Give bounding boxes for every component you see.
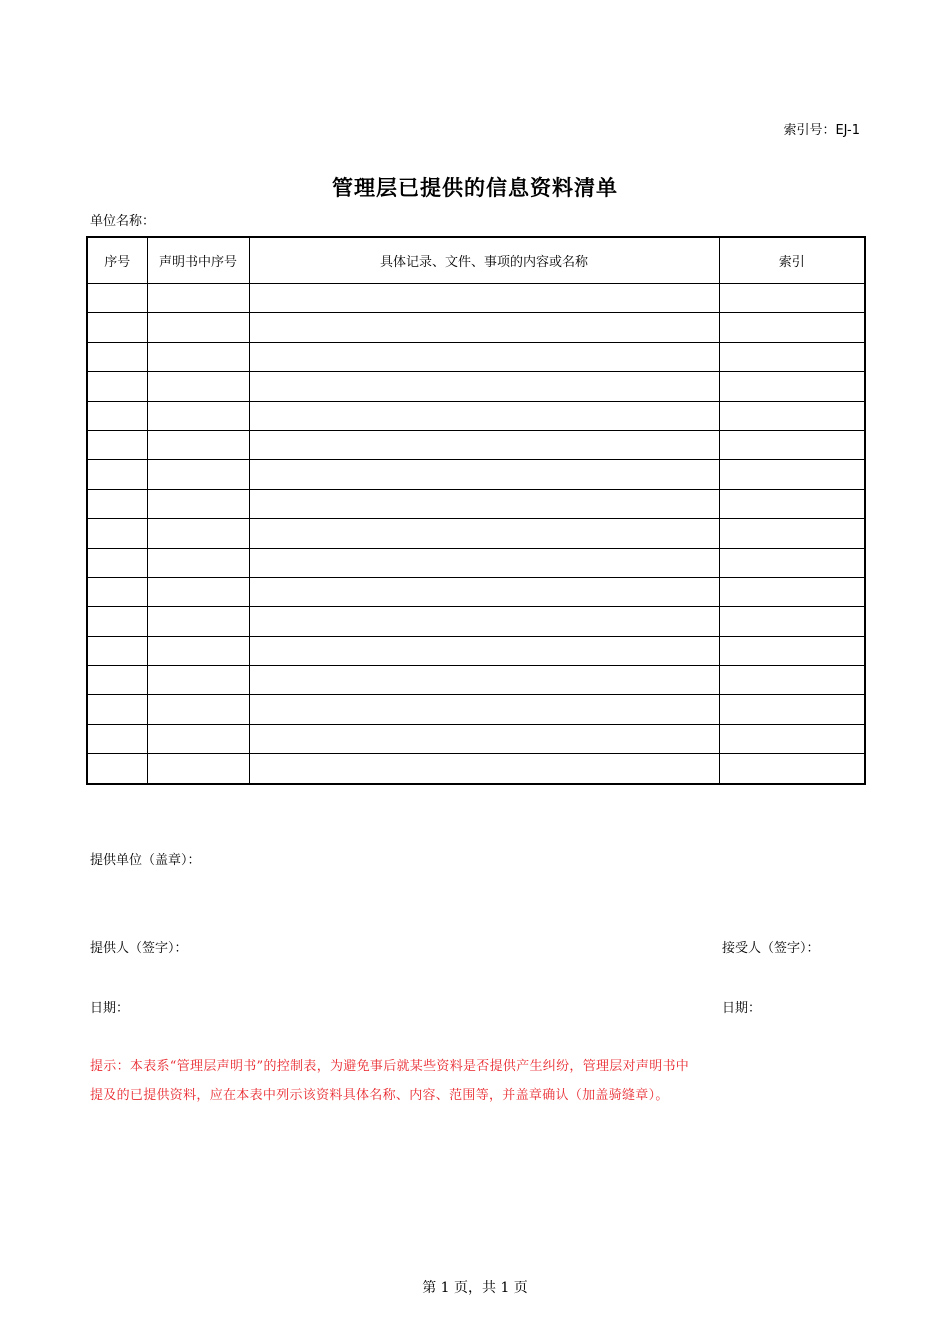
table-cell — [719, 489, 865, 518]
table-cell — [249, 577, 719, 606]
table-row — [87, 695, 865, 724]
table-cell — [147, 489, 249, 518]
table-cell — [147, 430, 249, 459]
table-cell — [87, 460, 147, 489]
table-cell — [249, 372, 719, 401]
table-row — [87, 372, 865, 401]
table-cell — [147, 577, 249, 606]
table-cell — [87, 519, 147, 548]
table-cell — [87, 666, 147, 695]
table-header-row — [87, 237, 865, 284]
page-number: 第 1 页，共 1 页 — [422, 1280, 528, 1296]
table-cell — [249, 284, 719, 313]
note-line-2: 提及的已提供资料，应在本表中列示该资料具体名称、内容、范围等，并盖章确认（加盖骑缝章）。 — [90, 1088, 669, 1103]
table-row — [87, 666, 865, 695]
receiver-signature-label: 接受人（签字）： — [722, 941, 820, 956]
table-row — [87, 430, 865, 459]
table-cell — [249, 489, 719, 518]
table-cell — [147, 284, 249, 313]
table-cell — [249, 548, 719, 577]
table-cell — [87, 372, 147, 401]
table-row — [87, 460, 865, 489]
table-row — [87, 284, 865, 313]
table-cell — [719, 666, 865, 695]
provider-signature-label: 提供人（签字）： — [90, 941, 188, 956]
table-cell — [719, 401, 865, 430]
header-statement-seq-no: 声明书中序号 — [147, 237, 249, 284]
table-cell — [87, 284, 147, 313]
table-cell — [87, 548, 147, 577]
table-cell — [147, 607, 249, 636]
table-cell — [87, 754, 147, 784]
table-row — [87, 577, 865, 606]
receiver-date-label: 日期： — [722, 1001, 762, 1016]
table-cell — [719, 284, 865, 313]
table-row — [87, 724, 865, 753]
table-cell — [249, 342, 719, 371]
table-cell — [87, 489, 147, 518]
table-cell — [249, 724, 719, 753]
info-list-table — [86, 236, 866, 785]
table-row — [87, 489, 865, 518]
table-cell — [249, 695, 719, 724]
table-cell — [87, 313, 147, 342]
table-cell — [87, 724, 147, 753]
table-cell — [147, 342, 249, 371]
table-cell — [249, 313, 719, 342]
table-row — [87, 313, 865, 342]
table-cell — [147, 401, 249, 430]
table-cell — [147, 724, 249, 753]
table-cell — [147, 695, 249, 724]
table-cell — [249, 754, 719, 784]
table-row — [87, 754, 865, 784]
header-seq-no: 序号 — [87, 237, 147, 284]
table-cell — [87, 430, 147, 459]
table-cell — [719, 430, 865, 459]
table-cell — [87, 577, 147, 606]
table-cell — [147, 666, 249, 695]
table-cell — [719, 636, 865, 665]
table-cell — [147, 754, 249, 784]
provider-date-label: 日期： — [90, 1001, 130, 1016]
table-cell — [719, 607, 865, 636]
table-cell — [719, 548, 865, 577]
table-cell — [87, 695, 147, 724]
table-cell — [87, 636, 147, 665]
table-cell — [147, 519, 249, 548]
table-cell — [87, 401, 147, 430]
table-cell — [147, 372, 249, 401]
index-number-label: 索引号：EJ-1 — [783, 123, 860, 138]
table-cell — [249, 636, 719, 665]
table-cell — [719, 577, 865, 606]
table-cell — [147, 548, 249, 577]
table-cell — [147, 460, 249, 489]
table-cell — [249, 519, 719, 548]
table-cell — [719, 372, 865, 401]
table-row — [87, 519, 865, 548]
table-cell — [87, 342, 147, 371]
table-cell — [87, 607, 147, 636]
provider-unit-stamp-label: 提供单位（盖章）： — [90, 853, 201, 868]
table-row — [87, 636, 865, 665]
table-cell — [249, 430, 719, 459]
table-row — [87, 401, 865, 430]
table-cell — [147, 313, 249, 342]
document-title: 管理层已提供的信息资料清单 — [332, 175, 618, 200]
table-cell — [719, 724, 865, 753]
header-content-name: 具体记录、文件、事项的内容或名称 — [249, 237, 719, 284]
table-cell — [719, 695, 865, 724]
table-row — [87, 548, 865, 577]
table-body — [87, 284, 865, 784]
table-cell — [249, 666, 719, 695]
table-cell — [249, 460, 719, 489]
table-cell — [719, 313, 865, 342]
note-line-1: 提示：本表系“管理层声明书”的控制表，为避免事后就某些资料是否提供产生纠纷，管理层对声明书中 — [90, 1059, 690, 1074]
table-cell — [147, 636, 249, 665]
table-cell — [719, 519, 865, 548]
table-cell — [719, 754, 865, 784]
table-cell — [249, 401, 719, 430]
unit-name-label: 单位名称： — [90, 214, 156, 229]
table-cell — [249, 607, 719, 636]
header-index: 索引 — [719, 237, 865, 284]
table-row — [87, 342, 865, 371]
table-cell — [719, 342, 865, 371]
table-cell — [719, 460, 865, 489]
table-row — [87, 607, 865, 636]
